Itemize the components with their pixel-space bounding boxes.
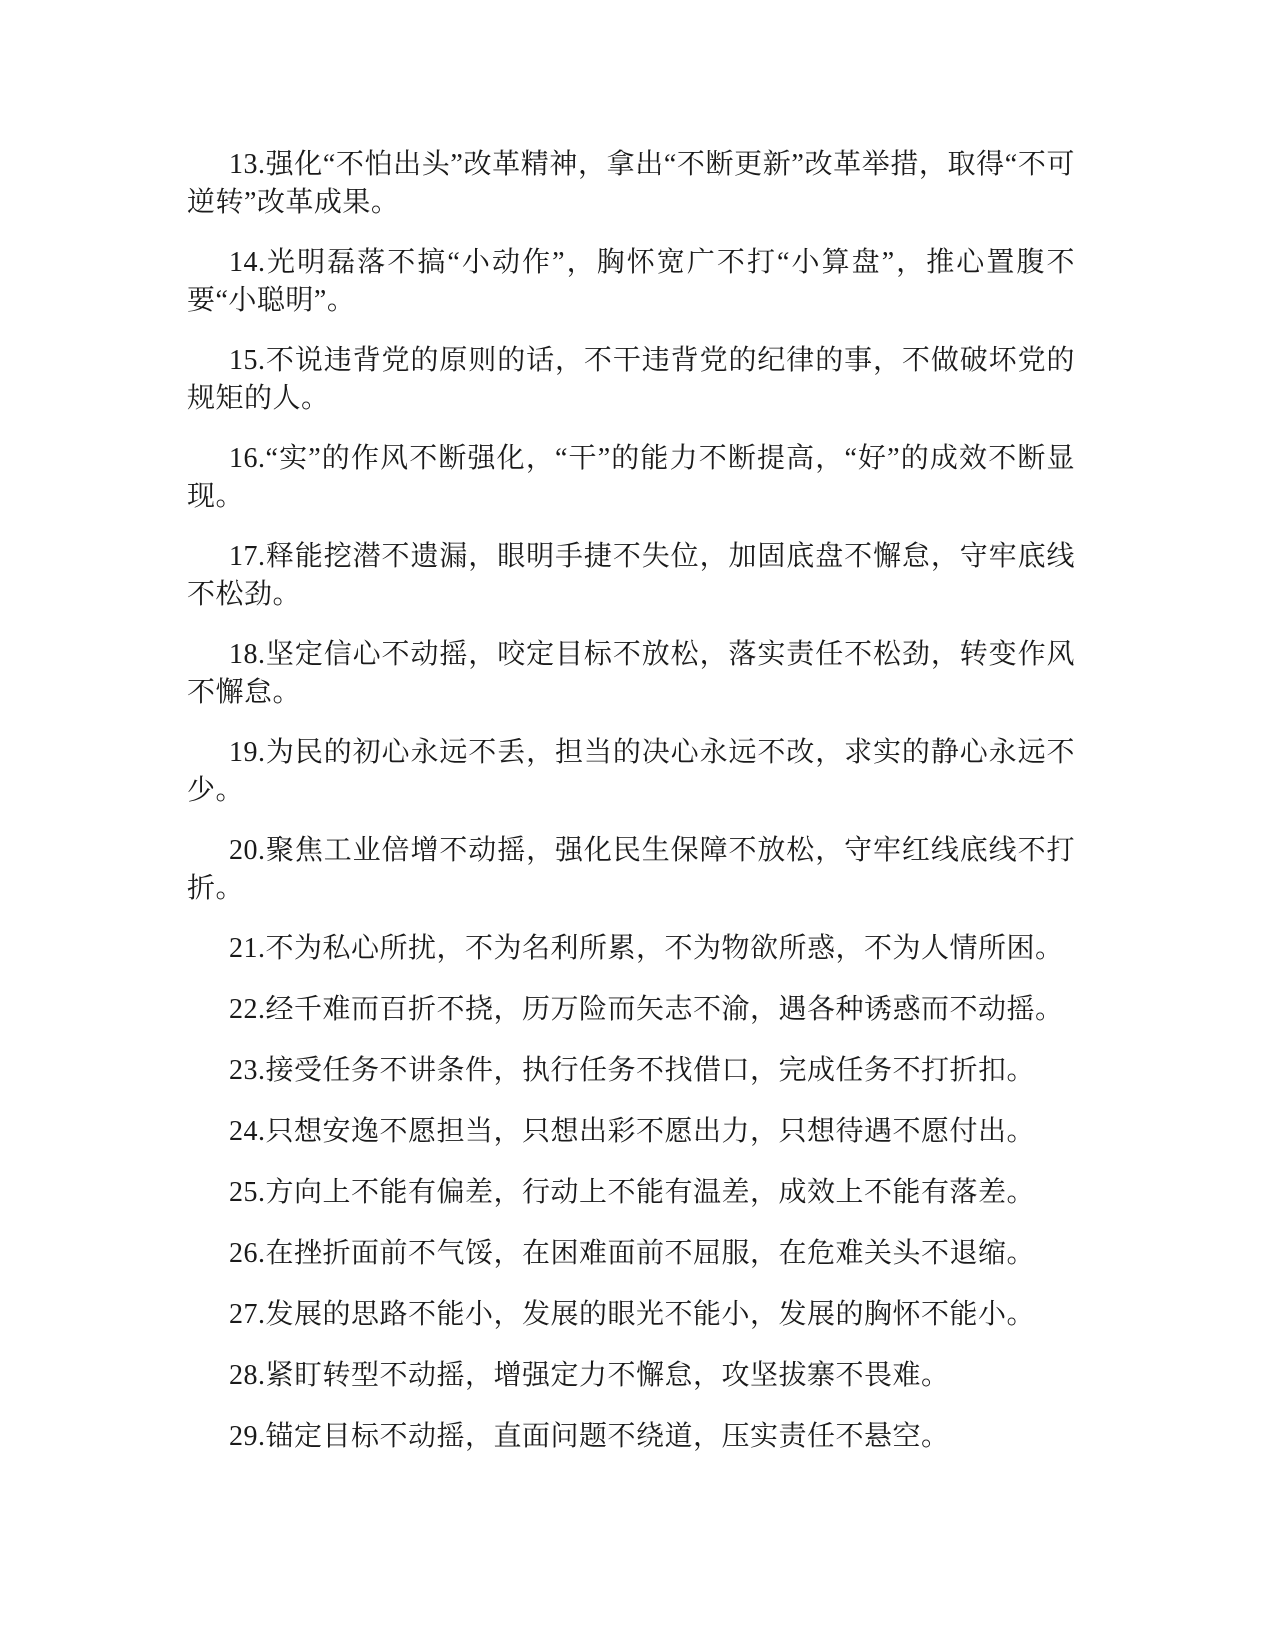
paragraph-17: 17.释能挖潜不遗漏，眼明手捷不失位，加固底盘不懈怠，守牢底线不松劲。	[187, 541, 1075, 610]
paragraph-22: 22.经千难而百折不挠，历万险而矢志不渝，遇各种诱惑而不动摇。	[229, 994, 1064, 1025]
paragraph-26: 26.在挫折面前不气馁，在困难面前不屈服，在危难关头不退缩。	[229, 1238, 1036, 1269]
document-body	[187, 146, 1075, 1479]
paragraph-29: 29.锚定目标不动摇，直面问题不绕道，压实责任不悬空。	[229, 1421, 950, 1452]
paragraph-19: 19.为民的初心永远不丢，担当的决心永远不改，求实的静心永远不少。	[187, 737, 1075, 806]
paragraph-18: 18.坚定信心不动摇，咬定目标不放松，落实责任不松劲，转变作风不懈怠。	[187, 639, 1075, 708]
paragraph-16: 16.“实”的作风不断强化，“干”的能力不断提高，“好”的成效不断显现。	[187, 443, 1075, 512]
paragraph-28: 28.紧盯转型不动摇，增强定力不懈怠，攻坚拔寨不畏难。	[229, 1360, 950, 1391]
paragraph-15: 15.不说违背党的原则的话，不干违背党的纪律的事，不做破坏党的规矩的人。	[187, 345, 1075, 414]
paragraph-14: 14.光明磊落不搞“小动作”，胸怀宽广不打“小算盘”，推心置腹不要“小聪明”。	[187, 247, 1075, 316]
paragraph-21: 21.不为私心所扰，不为名利所累，不为物欲所惑，不为人情所困。	[229, 933, 1064, 964]
paragraph-25: 25.方向上不能有偏差，行动上不能有温差，成效上不能有落差。	[229, 1177, 1036, 1208]
paragraph-13: 13.强化“不怕出头”改革精神，拿出“不断更新”改革举措，取得“不可逆转”改革成果。	[187, 149, 1075, 218]
paragraph-20: 20.聚焦工业倍增不动摇，强化民生保障不放松，守牢红线底线不打折。	[187, 835, 1075, 904]
paragraph-23: 23.接受任务不讲条件，执行任务不找借口，完成任务不打折扣。	[229, 1055, 1036, 1086]
paragraph-24: 24.只想安逸不愿担当，只想出彩不愿出力，只想待遇不愿付出。	[229, 1116, 1036, 1147]
paragraph-27: 27.发展的思路不能小，发展的眼光不能小，发展的胸怀不能小。	[229, 1299, 1036, 1330]
